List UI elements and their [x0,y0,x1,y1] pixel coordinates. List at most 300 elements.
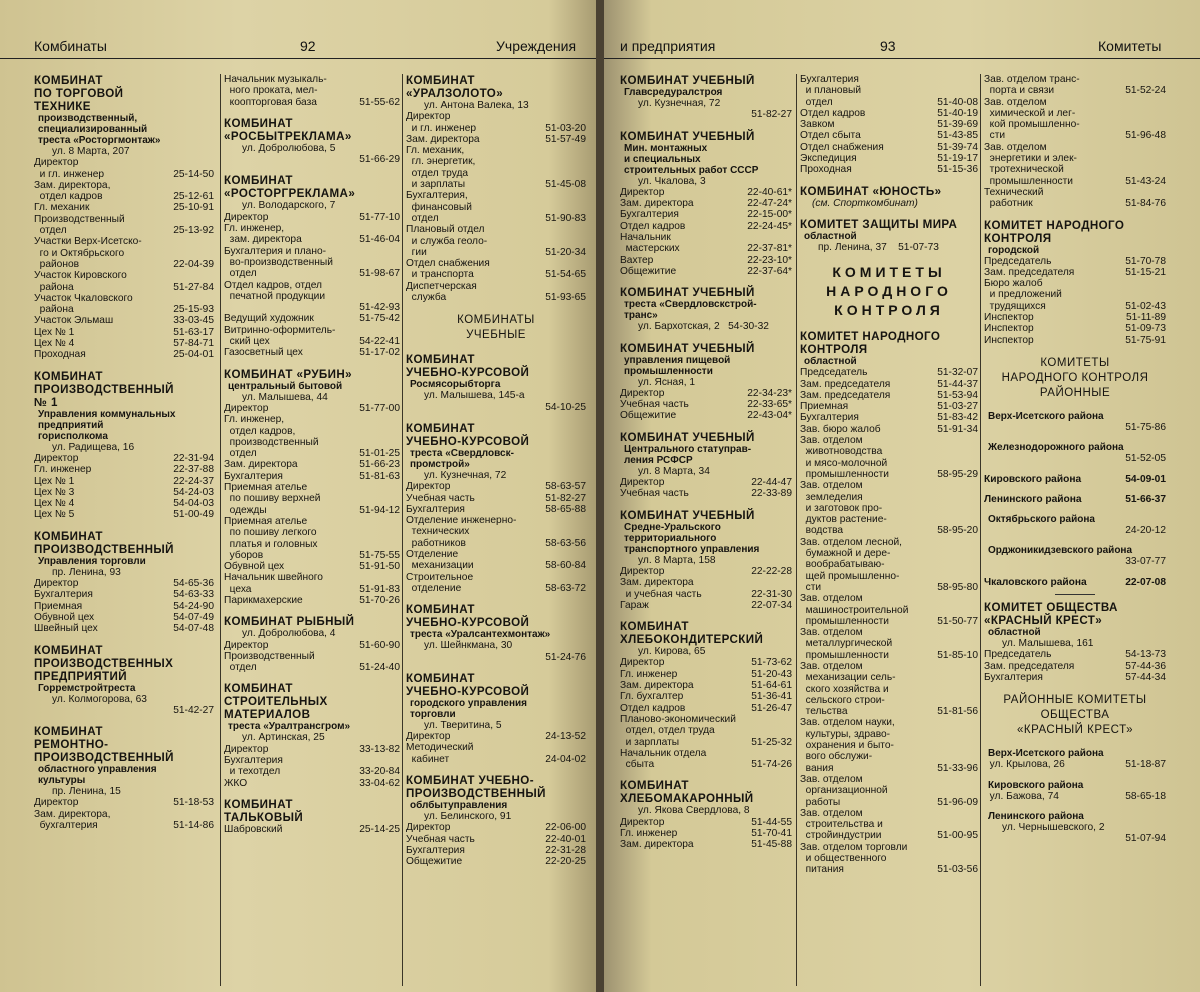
listing-name: коопторговая база [224,96,317,108]
spacer [34,635,214,644]
spacer [406,765,586,774]
listing-text: организационной [800,785,888,797]
listing-text: щей промышленно- [800,570,900,582]
listing-text: Планово-экономический [620,713,736,725]
phone-number: 22-04-39 [173,258,214,270]
spacer [224,108,400,117]
entry-heading: КОМБИНАТ УЧЕБНО- [406,773,534,787]
phone-number: 51-02-43 [1125,300,1166,312]
listing-name: одежды [224,504,267,516]
section-title: КОМИТЕТЫ [832,264,946,281]
phone-number: 51-18-87 [1125,759,1166,771]
listing-row [620,399,792,410]
entry-subheading: городского управления [410,697,527,709]
spacer [406,344,586,353]
listing-row [224,336,400,347]
entry-address: ул. Чернышевского, 2 [1002,821,1105,833]
entry-heading: КОМИТЕТ ЗАЩИТЫ МИРА [800,217,958,231]
listing-name: и зарплаты [406,179,466,191]
phone-number: 51-43-24 [1125,175,1166,187]
phone-number: 51-01-25 [359,448,400,460]
listing-row [620,691,792,702]
phone-number: 51-42-93 [359,302,400,314]
phone-number: 54-65-36 [173,578,214,590]
entry-heading: КОМБИНАТ [620,620,689,634]
phone-number: 51-42-27 [173,704,214,716]
listing-name: гии [406,246,427,258]
listing-row [800,108,978,119]
phone-number: 51-70-78 [1125,255,1166,267]
listing-name: Цех № 4 [34,338,75,350]
listing-text: го и Октябрьского [34,247,125,259]
listing-name: Общежитие [620,265,677,277]
spacer [34,361,214,370]
listing-text: и служба геоло- [406,235,488,247]
listing-name: Директор [620,565,665,577]
listing-row [800,616,978,627]
entry-subheading: Орджоникидзевского района [988,545,1133,557]
entry-subheading: центральный бытовой [228,380,343,392]
phone-number: 51-19-17 [937,153,978,165]
entry-subheading: Росмясорыбторга [410,379,501,391]
phone-number: 22-40-61* [747,186,792,198]
phone-number: 25-10-91 [173,202,214,214]
listing-name: сбыта [620,759,655,771]
listing-row [406,560,586,571]
listing-row [224,448,400,459]
entry-subheading: Средне-Уральского [624,521,721,533]
listing-row [620,488,792,499]
listing-name: отдел [34,225,67,237]
phone-number: 51-98-67 [359,268,400,280]
entry-subheading: Центрального статуправ- [624,443,752,455]
entry-heading: ПРОИЗВОДСТВЕННЫЙ [34,751,174,765]
listing-row [224,313,400,324]
listing-row [800,97,978,108]
entry-heading: ПРОИЗВОДСТВЕННЫЙ [406,786,546,800]
listing-name: Цех № 4 [34,498,75,510]
phone-number: 51-14-86 [173,819,214,831]
spacer [800,253,978,262]
phone-number: 54-13-73 [1125,649,1166,661]
entry-heading: КОМБИНАТ УЧЕБНЫЙ [620,341,755,355]
entry-heading: КОМБИНАТ УЧЕБНЫЙ [620,286,755,300]
listing-text: Зав. отделом лесной, [800,536,903,548]
phone-number: 51-82-27 [545,492,586,504]
listing-row [800,864,978,875]
phone-number: 51-50-77 [937,615,978,627]
entry-address: пр. Ленина, 15 [52,786,121,798]
phone-number: 33-07-77 [1125,556,1166,568]
entry-heading: КОМБИНАТ [34,369,103,383]
listing-row [800,390,978,401]
phone-number: 51-43-85 [937,130,978,142]
listing-text: строительства и [800,819,883,831]
listing-row [406,856,586,867]
entry-heading: МАТЕРИАЛОВ [224,708,311,722]
listing-row [620,388,792,399]
phone-number: 51-25-32 [751,736,792,748]
phone-number: 51-09-73 [1125,323,1166,335]
entry-subheading: культуры [38,775,86,787]
listing-row [34,601,214,612]
listing-row [620,266,792,277]
listing-name: района [34,281,74,293]
listing-text: Технический [984,186,1044,198]
listing-name: Бухгалтерия [406,844,465,856]
listing-name: кабинет [406,753,450,765]
right-header-right: Комитеты [1098,38,1162,54]
spacer [620,422,792,431]
phone-number: 58-65-18 [1125,790,1166,802]
listing-name: работников [406,537,466,549]
entry-heading: КОМБИНАТ УЧЕБНЫЙ [620,74,755,87]
listing-text: вообрабатываю- [800,559,885,571]
listing-name: ский цех [224,336,270,348]
listing-text: земледелия [800,491,863,503]
phone-number: 33-13-82 [359,743,400,755]
listing-text: ного проката, мел- [224,85,318,97]
listing-row [224,561,400,572]
listing-text: Начальник отдела [620,747,707,759]
listing-text: Отделение [406,549,459,561]
entry-address: ул. Чкалова, 3 [638,175,706,187]
phone-number: 51-36-41 [751,691,792,703]
entry-address: ул. Бархотская, 2 54-30-32 [638,321,769,333]
left-running-header [0,36,596,59]
listing-text: Отдел снабжения [406,258,490,270]
listing-name: промышленности [800,468,889,480]
listing-name: Учебная часть [406,833,475,845]
listing-text: охранения и быто- [800,740,894,752]
listing-text: вого обслужи- [800,751,873,763]
listing-row [800,142,978,153]
entry-heading: ПРЕДПРИЯТИЙ [34,669,127,683]
listing-name: Швейный цех [34,623,98,635]
listing-row [620,759,792,770]
spacer [984,210,1166,219]
listing-text: Зав. отделом [800,660,863,672]
listing-name: Кировского района [984,473,1082,485]
listing-row [406,123,586,134]
listing-name: Бухгалтерия [34,589,93,601]
listing-row [984,649,1166,660]
listing-text: и плановый [800,85,862,97]
entry-subheading: Горремстройтреста [38,682,136,694]
section-title: НАРОДНОГО [826,283,952,300]
listing-name: Цех № 3 [34,486,75,498]
listing-row [984,312,1166,323]
listing-name: Бухгалтерия [620,209,679,221]
phone-number: 22-31-94 [173,452,214,464]
listing-text: Зав. отделом науки, [800,717,895,729]
listing-text: Методический [406,742,474,754]
phone-number: 58-63-72 [545,582,586,594]
listing-row [34,797,214,808]
listing-name: Бухгалтерия [224,470,283,482]
phone-number: 51-75-91 [1125,334,1166,346]
listing-row [620,828,792,839]
listing-text: Начальник музыкаль- [224,74,327,85]
entry-heading: КОМБИНАТ [406,421,475,435]
spacer [406,594,586,603]
entry-address: ул. Ясная, 1 [638,376,696,388]
listing-name: Зам. председателя [984,660,1075,672]
entry-address: ул. Кузнечная, 72 [424,469,507,481]
phone-number: 54-22-41 [359,336,400,348]
listing-row [224,212,400,223]
listing-row [224,640,400,651]
phone-number: 51-03-56 [937,864,978,876]
listing-row [34,349,214,360]
listing-text: по пошиву верхней [224,493,321,505]
phone-number: 51-20-34 [545,246,586,258]
right-page-number: 93 [880,38,896,54]
listing-name: вания [800,762,834,774]
listing-text: Диспетчерская [406,280,477,292]
phone-number: 51-75-86 [1125,421,1166,433]
entry-heading: КОМБИНАТ [34,643,103,657]
phone-number: 51-40-08 [937,96,978,108]
listing-text: Зав. отделом транс- [984,74,1080,85]
listing-name: Обувной цех [34,611,95,623]
phone-number: 51-70-26 [359,594,400,606]
listing-row [984,301,1166,312]
listing-text: Участок Чкаловского [34,292,133,304]
listing-row [224,505,400,516]
listing-name: Зам. председателя [800,378,891,390]
listing-name: Бухгалтерия [800,412,859,424]
listing-text: Плановый отдел [406,224,485,236]
entry-subheading: Мин. монтажных [624,142,708,154]
listing-row [406,292,586,303]
entry-heading: ПО ТОРГОВОЙ [34,87,124,100]
entry-address: ул. Добролюбова, 5 [242,142,336,154]
entry-address: ул. Шейнкмана, 30 [424,640,513,652]
listing-name: Гл. бухгалтер [620,691,684,703]
spacer [984,802,1166,811]
listing-row [800,830,978,841]
listing-name: отдел [224,448,257,460]
section-title: ОБЩЕСТВА [1040,709,1110,722]
entry-address: ул. Кирова, 65 [638,646,706,658]
listing-row [224,662,400,673]
phone-number: 51-52-05 [1125,453,1166,465]
listing-name: Общежитие [620,410,677,422]
phone-number: 51-66-29 [359,154,400,166]
listing-text: Гл. механик, [406,145,465,157]
listing-name: Председатель [984,255,1052,267]
phone-number: 54-24-90 [173,600,214,612]
entry-address: ул. Антона Валека, 13 [424,100,529,111]
listing-text: Зам. директора [620,577,694,589]
entry-subheading: Ленинского района [988,810,1084,822]
listing-name: Завком [800,119,835,131]
listing-name: Гараж [620,599,649,611]
listing-text: химической и лег- [984,107,1076,119]
listing-name: Директор [406,822,451,834]
phone-number: 51-53-94 [937,389,978,401]
phone-number: 25-15-93 [173,304,214,316]
listing-name: отдел кадров [34,191,103,203]
listing-row [984,130,1166,141]
listing-name: отдел [224,662,257,674]
listing-text: отдел, отдел труда [620,725,715,737]
entry-subheading: треста «Свердловскстрой- [624,299,757,311]
listing-row [800,525,978,536]
listing-row [800,650,978,661]
listing-row [224,268,400,279]
entry-heading: ТАЛЬКОВЫЙ [224,810,304,824]
listing-row [800,164,978,175]
listing-name: Зам. председателя [984,266,1075,278]
listing-name: Гл. механик [34,202,90,214]
entry-address: пр. Ленина, 37 51-07-73 [818,241,939,253]
listing-row [34,578,214,589]
entry-heading: УЧЕБНО-КУРСОВОЙ [406,366,530,380]
listing-row [34,327,214,338]
listing-text: Зав. отделом [800,773,863,785]
phone-number: 51-83-42 [937,412,978,424]
listing-text: печатной продукции [224,290,326,302]
listing-text: Зам. директора, [34,808,111,820]
listing-row [620,669,792,680]
listing-text: Зав. отделом [984,141,1047,153]
listing-text: энергетики и элек- [984,153,1077,165]
phone-number: 51-52-24 [1125,85,1166,97]
listing-row [34,509,214,520]
phone-number: 51-81-56 [937,706,978,718]
entry-address: ул. Малышева, 145-а [424,390,525,402]
spacer [224,789,400,798]
spacer [620,611,792,620]
listing-row [406,834,586,845]
spacer [620,277,792,286]
left-page-number: 92 [300,38,316,54]
listing-name: Чкаловского района [984,576,1087,588]
listing-name: во-производственный [224,256,333,268]
phone-number: 22-24-45* [747,220,792,232]
listing-row [34,169,214,180]
left-header-section: Комбинаты [34,38,107,54]
entry-heading: КОМБИНАТ УЧЕБНЫЙ [620,430,755,444]
listing-row [34,282,214,293]
section-title: «КРАСНЫЙ КРЕСТ» [1016,724,1134,737]
entry-address: ул. Белинского, 91 [424,810,512,822]
phone-number: 51-24-76 [545,651,586,663]
entry-heading: ТЕХНИКЕ [34,100,91,113]
phone-number: 54-24-03 [173,486,214,498]
entry-subheading: транспортного управления [624,543,760,555]
listing-name: Отдел кадров [620,220,686,232]
listing-row [224,584,400,595]
listing-row [34,453,214,464]
listing-row [34,338,214,349]
entry-subheading: облбытуправления [410,799,508,811]
phone-number: 33-20-84 [359,766,400,778]
entry-heading: КОМБИНАТ УЧЕБНЫЙ [620,129,755,143]
listing-name: отдел [224,268,257,280]
cross-reference: (см. Спорткомбинат) [812,197,918,209]
phone-number: 51-11-89 [1125,312,1166,324]
listing-name: Бухгалтерия [984,671,1043,683]
listing-row [620,477,792,488]
listing-name: мастерских [620,243,680,255]
spacer [224,673,400,682]
phone-number: 51-91-83 [359,583,400,595]
phone-number: 51-54-65 [545,269,586,281]
phone-number: 51-18-53 [173,797,214,809]
listing-row [406,179,586,190]
listing-row [620,410,792,421]
phone-number: 54-07-49 [173,611,214,623]
phone-number: 51-55-62 [359,96,400,108]
listing-row [800,424,978,435]
listing-name: Директор [620,477,665,489]
listing-row [620,703,792,714]
entry-heading: СТРОИТЕЛЬНЫХ [224,695,328,709]
listing-row [406,213,586,224]
entry-subheading: областной [804,356,857,368]
phone-number: 51-17-02 [359,347,400,359]
listing-row [406,583,586,594]
listing-row [800,379,978,390]
phone-number: 25-12-61 [173,191,214,203]
entry-heading: КОМБИНАТ «ЮНОСТЬ» [800,184,942,198]
listing-row [620,566,792,577]
listing-text: Начальник [620,232,671,244]
phone-number: 25-14-25 [359,823,400,835]
entry-subheading: промышленности [624,365,713,377]
listing-row [984,85,1166,96]
phone-number: 33-03-45 [173,315,214,327]
phone-number: 51-39-74 [937,141,978,153]
phone-number: 51-15-21 [1125,266,1166,278]
listing-name: служба [406,292,447,304]
phone-number: 54-63-33 [173,589,214,601]
phone-number: 51-63-17 [173,326,214,338]
entry-heading: «КРАСНЫЙ КРЕСТ» [984,614,1103,628]
phone-number: 51-44-55 [751,816,792,828]
phone-number: 51-60-90 [359,639,400,651]
listing-text: механизации сель- [800,672,896,684]
listing-row [620,817,792,828]
listing-name: Гл. инженер [34,464,92,476]
entry-heading: КОНТРОЛЯ [800,343,868,357]
listing-row [984,661,1166,672]
listing-row [984,198,1166,209]
phone-number: 57-44-36 [1125,660,1166,672]
entry-heading: КОМБИНАТ [34,725,103,739]
listing-text: и заготовок про- [800,502,883,514]
listing-text: машиностроительной [800,604,909,616]
phone-number: 22-37-64* [747,265,792,277]
phone-number: 22-34-23* [747,387,792,399]
entry-subheading: треста «Росторгмонтаж» [38,135,161,146]
listing-row [800,412,978,423]
listing-name: питания [800,864,844,876]
phone-number: 51-90-83 [545,212,586,224]
listing-text: технических [406,526,470,538]
listing-row [984,256,1166,267]
entry-address: ул. Якова Свердлова, 8 [638,805,750,817]
listing-row [800,469,978,480]
listing-row [224,766,400,777]
phone-number: 51-40-19 [937,107,978,119]
listing-name: Зам. директора [620,680,694,692]
listing-row [34,612,214,623]
listing-name: Учебная часть [406,492,475,504]
